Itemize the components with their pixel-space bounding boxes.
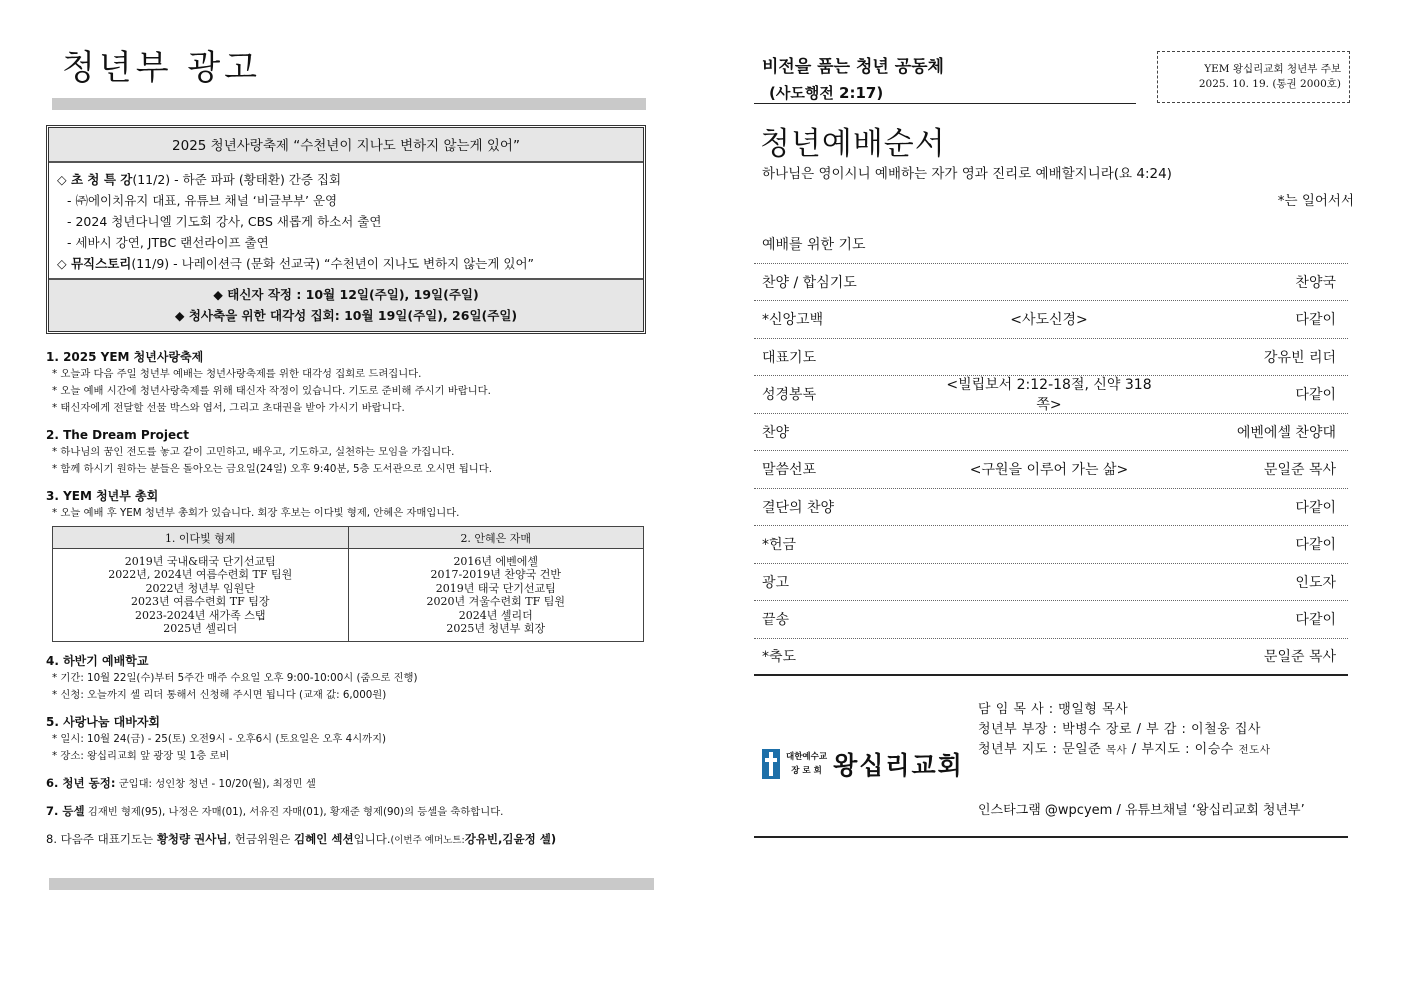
notice-line: * 오늘과 다음 주일 청년부 예배는 청년사랑축제를 위한 대각성 집회로 드려집니다. [52,368,422,380]
order-list [754,226,1348,676]
notice-head: 7. 등셀 [46,804,85,819]
candidate-history: 2022년 청년부 임원단 [145,581,255,595]
order-item-name: 결단의 찬양 [762,499,835,516]
notice-text: 김재빈 형제(95), 나정은 자매(01), 서유진 자매(01), 황재준 형제(90)의 등셀을 축하합니다. [84,806,504,819]
notice-item [46,426,656,478]
invite-detail: - ㈜에이치유지 대표, 유튜브 채널 ‘비글부부’ 운영 [67,193,338,208]
staff-title: 목사 [1105,744,1128,756]
order-item-name: *헌금 [762,537,797,554]
notices [46,348,656,850]
notice-head: 4. 하반기 예배학교 [46,654,149,669]
order-row [754,301,1348,339]
notice-item [46,774,656,793]
staff-text: / 부지도 : 이승수 [1127,742,1239,757]
order-row [754,639,1348,677]
order-row [754,339,1348,377]
candidate-history: 2023년 여름수련회 TF 팀장 [131,595,270,609]
stand-note: *는 일어서서 [1277,193,1354,209]
church-name: 왕십리교회 [833,751,964,780]
order-item-name: 광고 [762,574,790,591]
musical-label: ◇ 뮤직스토리 [57,256,132,271]
staff-line [978,740,1270,760]
prayer-leader: 황청량 권사님 [156,832,228,847]
order-row [754,376,1348,414]
order-item-leader: 에벤에셀 찬양대 [1236,424,1336,441]
page-title: 청년부 광고 [62,48,262,88]
musical-text: (11/9) - 나레이션극 (문화 선교국) “수천년이 지나도 변하지 않는게 있어” [131,256,535,271]
candidate-history: 2025년 셀리더 [163,622,238,636]
bottom-divider [49,878,654,890]
order-item-leader: 다같이 [1295,537,1336,554]
order-item-leader: 강유빈 리더 [1263,349,1336,366]
notice-line: * 신청: 오늘까지 셀 리더 통해서 신청해 주시면 됩니다 (교재 값: 6,000원) [52,689,387,702]
candidate-history: 2023-2024년 새가족 스탭 [135,608,266,622]
staff-list [978,700,1270,760]
order-item-leader: 다같이 [1295,312,1336,329]
order-row [754,414,1348,452]
notice-item [46,830,656,850]
notice-head: 1. 2025 YEM 청년사랑축제 [46,350,204,364]
notice-head: 3. YEM 청년부 총회 [46,489,159,503]
notice-item [46,348,656,417]
notice-line: * 하나님의 꿈인 전도를 놓고 같이 고민하고, 배우고, 기도하고, 실천하는 모임을 가집니다. [52,446,455,458]
order-item-content: <구원을 이루어 가는 삶> [969,462,1129,479]
notice-text: , 헌금위원은 [227,832,294,847]
order-item-leader: 문일준 목사 [1263,462,1336,479]
notice-line: * 장소: 왕십리교회 앞 광장 및 1층 로비 [52,750,230,763]
order-row [754,451,1348,489]
invite-text: (11/2) - 하준 파파 (황태환) 간증 집회 [132,172,342,187]
order-row [754,264,1348,302]
notice-head: 2. The Dream Project [46,428,189,442]
candidate-history: 2020년 겨울수련회 TF 팀원 [426,595,565,609]
candidate-col-1 [53,549,349,642]
staff-title: 전도사 [1238,744,1271,756]
candidate-history: 2017-2019년 찬양국 건반 [430,568,561,582]
order-item-name: *축도 [762,649,797,666]
issue-box [1157,51,1350,103]
staff-text: 청년부 지도 : 문일준 [978,742,1106,757]
logo-denomination: 대한예수교 [786,752,828,762]
vision-verse: (사도행전 2:17) [769,84,884,102]
festival-footer-line: ◆ 청사축을 위한 대각성 집회: 10월 19일(주일), 26일(주일) [174,308,518,323]
order-verse: 하나님은 영이시니 예배하는 자가 영과 진리로 예배할지니라(요 4:24) [762,166,1172,182]
notice-line: * 태신자에게 전달할 선물 박스와 엽서, 그리고 초대권을 받아 가시기 바랍니다. [52,402,405,414]
church-logo [762,746,964,782]
notice-head: 6. 청년 동정: [46,776,116,791]
candidate-history: 2016년 에벤에셀 [453,555,539,568]
vision-divider [754,103,1136,104]
notice-item [46,487,656,522]
order-item-content: <빌립보서 2:12-18절, 신약 318쪽> [946,377,1152,414]
order-item-leader: 인도자 [1295,574,1336,591]
notice-item [46,802,656,821]
candidate-history: 2019년 국내&태국 단기선교팀 [124,555,276,568]
notice-small: (이번주 예머노트: [390,835,465,847]
candidate-header: 2. 안혜은 자매 [348,527,644,549]
title-divider [52,98,646,110]
candidate-col-2 [348,549,644,642]
notice-line: * 함께 하시기 원하는 분들은 돌아오는 금요일(24일) 오후 9:40분, 5층 도서관으로 오시면 됩니다. [52,463,492,475]
staff-line: 담 임 목 사 : 맹일형 목사 [978,702,1129,717]
notice-line: * 오늘 예배 시간에 청년사랑축제를 위해 태신자 작정이 있습니다. 기도로 준비해 주시기 바랍니다. [52,385,491,397]
issue-publisher: YEM 왕십리교회 청년부 주보 [1204,63,1341,75]
order-item-name: 말씀선포 [762,462,817,479]
order-row [754,564,1348,602]
festival-footer [49,280,643,331]
order-item-name: 찬양 [762,424,790,441]
candidate-table [52,526,644,642]
order-item-name: 성경봉독 [762,387,817,404]
staff-line: 청년부 부장 : 박병수 장로 / 부 감 : 이철웅 집사 [978,722,1261,737]
notice-line: * 기간: 10월 22일(수)부터 5주간 매주 수요일 오후 9:00-10:00시 (줌으로 진행) [52,672,418,685]
festival-box [46,125,646,334]
candidate-history: 2022년, 2024년 여름수련회 TF 팀원 [108,568,293,582]
candidate-history: 2024년 셀리더 [458,608,533,622]
order-item-name: 대표기도 [762,349,817,366]
order-item-leader: 다같이 [1295,387,1336,404]
notice-head: 5. 사랑나눔 대바자회 [46,715,161,730]
vision-block [762,54,944,106]
social-links: 인스타그램 @wpcyem / 유튜브채널 ‘왕십리교회 청년부’ [978,803,1305,818]
candidate-history: 2025년 청년부 회장 [446,622,546,636]
logo-subtitle [786,750,827,778]
notice-line: * 오늘 예배 후 YEM 청년부 총회가 있습니다. 회장 후보는 이다빛 형제, 안혜은 자매입니다. [52,507,460,519]
festival-footer-line: ◆ 태신자 작정 : 10월 12일(주일), 19일(주일) [213,287,479,302]
invite-line [57,169,635,190]
order-item-name: 예배를 위한 기도 [762,237,866,254]
order-item-name: *신앙고백 [762,312,824,329]
festival-header: 2025 청년사랑축제 “수천년이 지나도 변하지 않는게 있어” [49,128,643,163]
vision-title: 비전을 품는 청년 공동체 [762,57,944,77]
order-row [754,526,1348,564]
logo-denomination: 장 로 회 [791,766,822,776]
cross-icon [762,749,780,779]
musical-line [57,253,635,274]
order-title: 청년예배순서 [760,126,946,162]
notice-item [46,713,656,765]
issue-date: 2025. 10. 19. (통권 2000호) [1198,78,1341,90]
notice-item [46,652,656,704]
festival-body [49,163,643,280]
order-item-leader: 다같이 [1295,499,1336,516]
note-team: 강유빈,김윤정 셀) [464,832,557,847]
invite-detail: - 2024 청년다니엘 기도회 강사, CBS 새롭게 하소서 출연 [67,214,382,229]
order-item-name: 찬양 / 합심기도 [762,274,857,291]
notice-line: * 일시: 10월 24(금) - 25(토) 오전9시 - 오후6시 (토요일은 오후 4시까지) [52,733,387,746]
notice-text: 입니다. [353,832,391,847]
order-item-leader: 찬양국 [1295,274,1336,291]
candidate-header: 1. 이다빛 형제 [53,527,349,549]
footer-divider [754,836,1348,838]
order-item-name: 끝송 [762,612,790,629]
invite-label: ◇ 초 청 특 강 [57,172,133,187]
order-row [754,226,1348,264]
order-row [754,489,1348,527]
candidate-history: 2019년 태국 단기선교팀 [435,581,556,595]
left-page [46,40,656,859]
offering-team: 김혜인 섹션 [294,832,354,847]
notice-text: 군입대: 성인창 청년 - 10/20(월), 최정민 셀 [115,778,316,791]
invite-detail: - 세바시 강연, JTBC 랜선라이프 출연 [67,235,269,250]
order-item-leader: 다같이 [1295,612,1336,629]
order-item-leader: 문일준 목사 [1263,649,1336,666]
order-item-content: <사도신경> [1010,312,1088,329]
order-row [754,601,1348,639]
notice-text: 8. 다음주 대표기도는 [46,832,157,847]
